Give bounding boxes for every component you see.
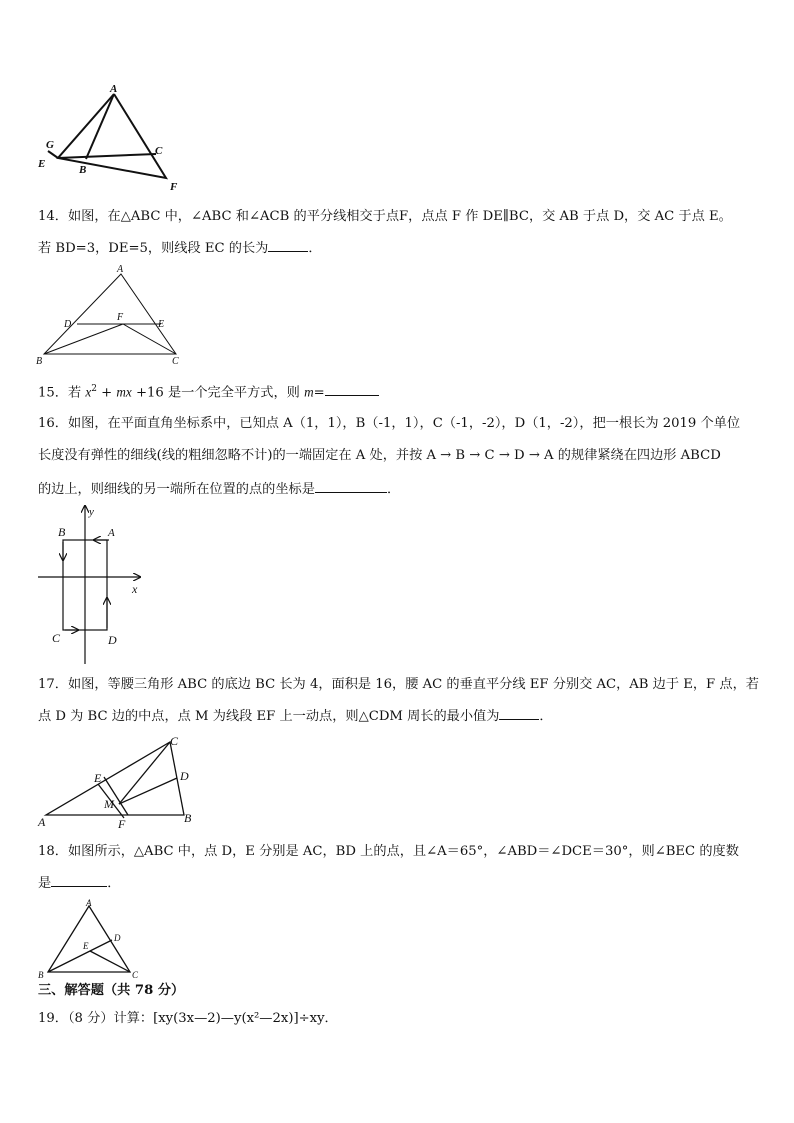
label-A: A xyxy=(117,264,124,275)
label-E: E xyxy=(94,771,102,785)
q14-line2: 若 BD=3，DE=5，则线段 EC 的长为 ． xyxy=(38,238,778,259)
label-F: F xyxy=(117,312,124,323)
figure-q16 xyxy=(36,502,148,666)
label-F: F xyxy=(170,181,178,193)
answer-blank[interactable] xyxy=(315,479,387,493)
label-E: E xyxy=(158,319,165,330)
figure-q18 xyxy=(36,898,146,980)
label-A: A xyxy=(86,898,92,908)
triangle-diagram-q18 xyxy=(36,898,146,980)
section-heading: 三、解答题（共 78 分） xyxy=(38,983,185,998)
label-D: D xyxy=(180,769,189,783)
label-D: D xyxy=(114,933,121,943)
q19-line: 19．（8 分）计算：[xy(3x—2)—y(x²—2x)]÷xy． xyxy=(38,1011,338,1026)
triangle-diagram-q17 xyxy=(36,732,200,832)
label-x: x xyxy=(132,582,138,596)
label-F: F xyxy=(118,817,126,831)
q18-line1: 18．如图所示，△ABC 中，点 D，E 分别是 AC，BD 上的点，且∠A＝65°，∠ABD＝∠DCE＝30°，则∠BEC 的度数 xyxy=(38,844,739,859)
label-G: G xyxy=(46,139,54,151)
answer-blank[interactable] xyxy=(268,238,308,252)
label-A: A xyxy=(108,527,115,539)
label-E: E xyxy=(38,158,46,170)
label-y: y xyxy=(89,506,94,518)
q16-line2: 长度没有弹性的细线(线的粗细忽略不计)的一端固定在 A 处，并按 A → B → C → D → A 的规律紧绕在四边形 ABCD xyxy=(38,448,721,463)
triangle-diagram-q14 xyxy=(36,262,186,368)
answer-blank[interactable] xyxy=(499,706,539,720)
figure-q17 xyxy=(36,732,200,832)
figure-q13 xyxy=(36,80,186,195)
q17-line1: 17．如图，等腰三角形 ABC 的底边 BC 长为 4，面积是 16，腰 AC 的垂直平分线 EF 分别交 AC，AB 边于 E，F 点，若 xyxy=(38,677,759,692)
q15-line: 15．若 $x^2$ + mx +16 是一个完全平方式，则 m= xyxy=(38,379,778,403)
label-B: B xyxy=(184,811,192,825)
label-C: C xyxy=(132,970,139,980)
label-C: C xyxy=(52,631,61,645)
q14-line1: 14．如图，在△ABC 中，∠ABC 和∠ACB 的平分线相交于点F，点点 F 作 DE∥BC，交 AB 于点 D，交 AC 于点 E。 xyxy=(38,209,732,224)
label-A: A xyxy=(110,83,118,95)
q16-line3: 的边上，则细线的另一端所在位置的点的坐标是 ． xyxy=(38,479,778,500)
figure-q14 xyxy=(36,262,186,368)
label-A: A xyxy=(38,815,46,829)
label-B: B xyxy=(38,970,44,980)
label-C: C xyxy=(172,356,179,367)
q18-line2: 是 ． xyxy=(38,873,778,894)
label-B: B xyxy=(58,525,66,539)
label-B: B xyxy=(79,164,87,176)
answer-blank[interactable] xyxy=(51,873,107,887)
label-E: E xyxy=(83,941,89,951)
q17-line2: 点 D 为 BC 边的中点，点 M 为线段 EF 上一动点，则△CDM 周长的最小值为 ． xyxy=(38,706,778,727)
label-C: C xyxy=(170,734,179,748)
label-C: C xyxy=(155,145,163,157)
coordinate-diagram-q16 xyxy=(36,502,148,666)
q14-text: 若 BD=3，DE=5，则线段 EC 的长为 xyxy=(38,241,269,256)
answer-blank[interactable] xyxy=(325,382,379,396)
label-M: M xyxy=(104,797,114,811)
label-D: D xyxy=(108,633,117,647)
triangle-diagram-q13 xyxy=(36,80,186,195)
label-B: B xyxy=(36,356,43,367)
label-D: D xyxy=(64,319,72,330)
q16-line1: 16．如图，在平面直角坐标系中，已知点 A（1，1），B（-1，1），C（-1，-2），D（1，-2），把一根长为 2019 个单位 xyxy=(38,416,741,431)
